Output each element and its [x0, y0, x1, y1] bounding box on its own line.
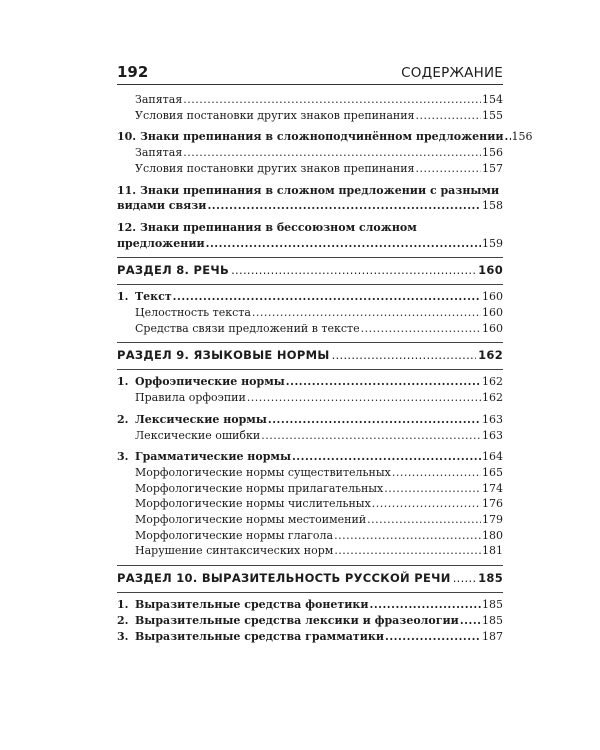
- table-of-contents: [117, 92, 533, 644]
- toc-topic-12[interactable]: 12. Знаки препинания в бессоюзном сложном предложении ..... 159: [117, 220, 503, 251]
- toc-topic[interactable]: 1. Орфоэпические нормы ..... 162: [117, 374, 503, 390]
- divider: [117, 565, 503, 566]
- toc-topic-10[interactable]: 10. Знаки препинания в сложноподчинённом предложении ..... 156: [117, 129, 503, 145]
- section-heading-10[interactable]: РАЗДЕЛ 10. ВЫРАЗИТЕЛЬНОСТЬ РУССКОЙ РЕЧИ ..... 185: [117, 570, 503, 586]
- section-heading-8[interactable]: РАЗДЕЛ 8. РЕЧЬ ..... 160: [117, 262, 503, 278]
- toc-entry[interactable]: Морфологические нормы глагола ..... 180: [117, 528, 503, 544]
- divider: [117, 257, 503, 258]
- section-heading-9[interactable]: РАЗДЕЛ 9. ЯЗЫКОВЫЕ НОРМЫ ..... 162: [117, 347, 503, 363]
- divider: [117, 284, 503, 285]
- toc-entry[interactable]: Условия постановки других знаков препинания ..... 155: [117, 108, 503, 124]
- toc-entry[interactable]: Правила орфоэпии ..... 162: [117, 390, 503, 406]
- toc-entry[interactable]: Средства связи предложений в тексте ..... 160: [117, 321, 503, 337]
- divider: [117, 369, 503, 370]
- toc-entry[interactable]: Запятая ..... 156: [117, 145, 503, 161]
- toc-topic[interactable]: 2. Лексические нормы ..... 163: [117, 412, 503, 428]
- toc-topic[interactable]: 2. Выразительные средства лексики и фразеологии ..... 185: [117, 613, 503, 629]
- toc-entry[interactable]: Морфологические нормы местоимений ..... 179: [117, 512, 503, 528]
- toc-entry[interactable]: Условия постановки других знаков препинания ..... 157: [117, 161, 503, 177]
- divider: [117, 342, 503, 343]
- toc-entry[interactable]: Морфологические нормы числительных ..... 176: [117, 496, 503, 512]
- toc-topic-11[interactable]: 11. Знаки препинания в сложном предложении с разными видами связи ..... 158: [117, 183, 503, 214]
- page-header: [117, 64, 503, 85]
- toc-topic[interactable]: 3. Грамматические нормы ..... 164: [117, 449, 503, 465]
- toc-entry[interactable]: Морфологические нормы существительных ..... 165: [117, 465, 503, 481]
- running-title: СОДЕРЖАНИЕ: [401, 65, 503, 81]
- toc-entry[interactable]: Запятая ..... 154: [117, 92, 503, 108]
- divider: [117, 592, 503, 593]
- toc-entry[interactable]: Лексические ошибки ..... 163: [117, 428, 503, 444]
- toc-topic[interactable]: 1. Выразительные средства фонетики ..... 185: [117, 597, 503, 613]
- toc-entry[interactable]: Нарушение синтаксических норм ..... 181: [117, 543, 503, 559]
- toc-topic[interactable]: 1. Текст ..... 160: [117, 289, 503, 305]
- page-number: 192: [117, 63, 149, 81]
- toc-entry[interactable]: Целостность текста ..... 160: [117, 305, 503, 321]
- toc-topic[interactable]: 3. Выразительные средства грамматики ..... 187: [117, 629, 503, 645]
- toc-entry[interactable]: Морфологические нормы прилагательных ..... 174: [117, 481, 503, 497]
